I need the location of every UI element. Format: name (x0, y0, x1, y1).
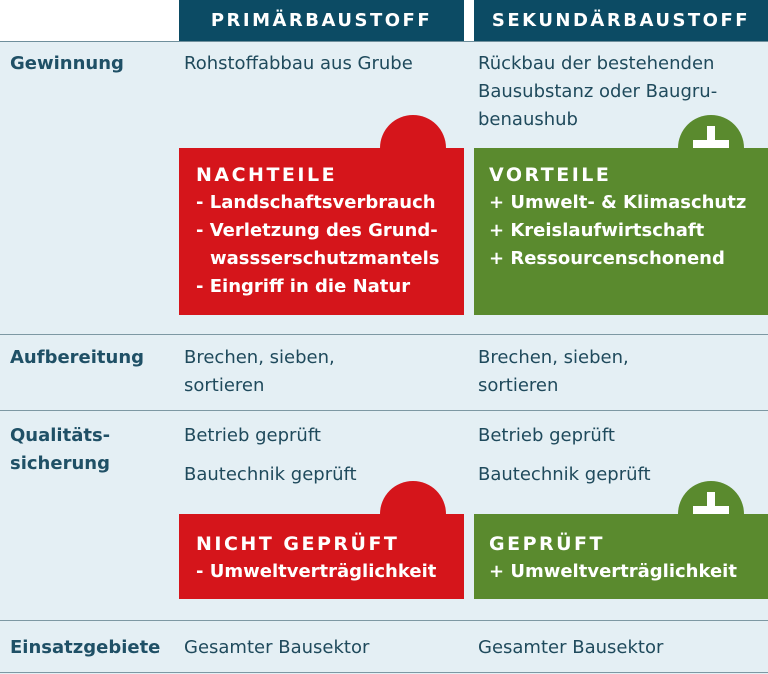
cell-line: Bautechnik geprüft (184, 464, 357, 485)
cell-line: Betrieb geprüft (184, 425, 321, 446)
column-header-secondary: SEKUNDÄRBAUSTOFF (474, 0, 768, 41)
row-divider (0, 334, 768, 335)
box-item: + Kreislaufwirtschaft (489, 220, 705, 241)
row-label-gewinnung: Gewinnung (10, 53, 124, 74)
cell-einsatz-primary: Gesamter Bausektor (184, 637, 370, 658)
row-label-qualitaetssicherung (10, 422, 110, 478)
box-item: - Umweltverträglichkeit (196, 561, 437, 582)
box-title: NACHTEILE (196, 164, 338, 186)
row-label-aufbereitung: Aufbereitung (10, 347, 145, 368)
box-item: + Umweltverträglichkeit (489, 561, 737, 582)
box-nicht-geprueft (179, 514, 464, 599)
header-divider (0, 41, 768, 42)
cell-qualitaet-secondary (478, 422, 651, 489)
cell-line: benaushub (478, 109, 578, 130)
row-label-line: sicherung (10, 453, 110, 474)
cell-qualitaet-primary (184, 422, 357, 489)
row-label-einsatzgebiete: Einsatzgebiete (10, 637, 161, 658)
row-label-line: Qualitäts- (10, 425, 111, 446)
box-item: + Ressourcenschonend (489, 248, 725, 269)
cell-einsatz-secondary: Gesamter Bausektor (478, 637, 664, 658)
cell-line: Rückbau der bestehenden (478, 53, 715, 74)
box-nachteile (179, 148, 464, 315)
row-divider (0, 410, 768, 411)
cell-line: Betrieb geprüft (478, 425, 615, 446)
box-title: VORTEILE (489, 164, 612, 186)
row-divider (0, 620, 768, 621)
box-title: NICHT GEPRÜFT (196, 533, 400, 555)
box-item: - Verletzung des Grund- (196, 220, 438, 241)
cell-line: Brechen, sieben, (478, 347, 629, 368)
row-divider (0, 672, 768, 673)
cell-line: Brechen, sieben, (184, 347, 335, 368)
box-vorteile (474, 148, 768, 315)
cell-aufbereitung-secondary (478, 344, 629, 400)
box-geprueft (474, 514, 768, 599)
box-title: GEPRÜFT (489, 533, 605, 555)
cell-gewinnung-secondary (478, 50, 717, 134)
cell-line: sortieren (478, 375, 559, 396)
cell-line: Bautechnik geprüft (478, 464, 651, 485)
cell-gewinnung-primary (184, 50, 413, 78)
box-item: wassserschutzmantels (210, 248, 440, 269)
cell-line: Rohstoffabbau aus Grube (184, 53, 413, 74)
column-header-primary: PRIMÄRBAUSTOFF (179, 0, 464, 41)
box-item: - Eingriff in die Natur (196, 276, 411, 297)
box-item: + Umwelt- & Klimaschutz (489, 192, 747, 213)
cell-aufbereitung-primary (184, 344, 335, 400)
box-item: - Landschaftsverbrauch (196, 192, 436, 213)
cell-line: Bausubstanz oder Baugru- (478, 81, 718, 102)
cell-line: sortieren (184, 375, 265, 396)
